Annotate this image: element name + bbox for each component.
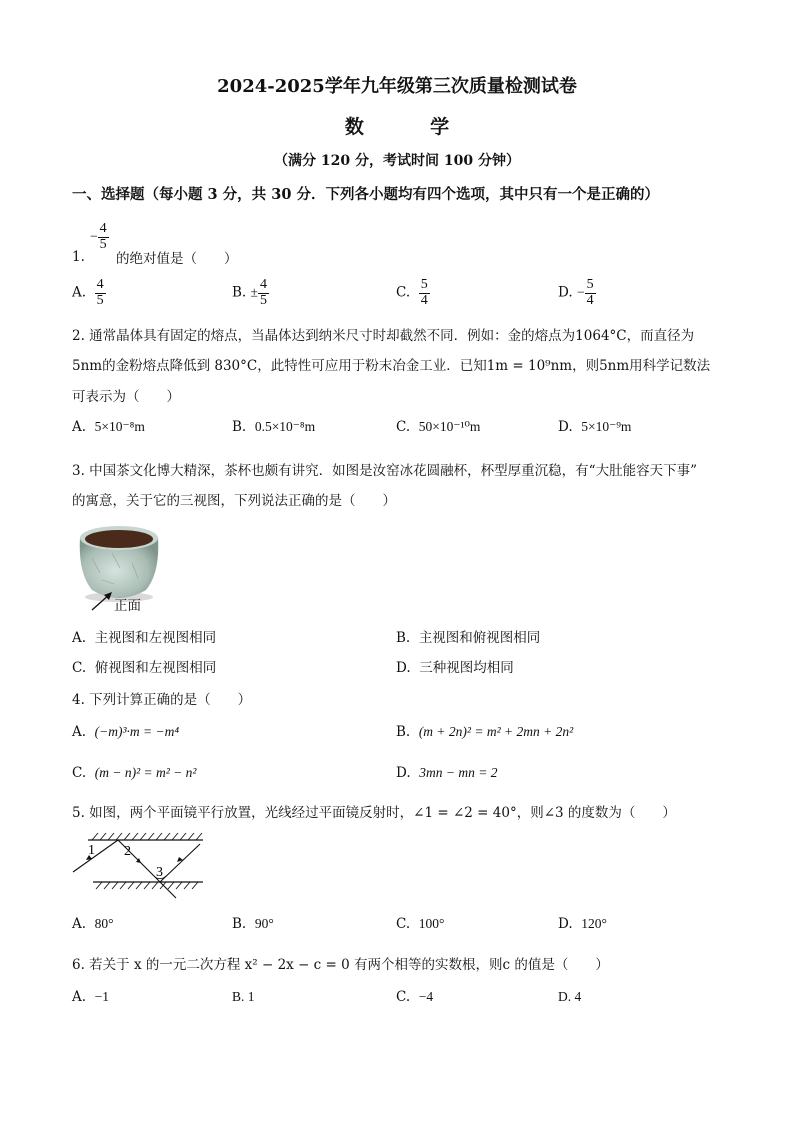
q4-option-b[interactable]: B. (m + 2n)² = m² + 2mn + 2n² xyxy=(396,724,574,740)
q3-option-c[interactable]: C. 俯视图和左视图相同 xyxy=(72,660,217,676)
q1-option-c[interactable]: C. $\frac{5}{4}$ xyxy=(396,277,428,308)
q5-option-c[interactable]: C. 100° xyxy=(396,916,445,932)
q4-option-a[interactable]: A. (−m)³·m = −m⁴ xyxy=(72,724,180,740)
q1-frac-num: 4 xyxy=(99,221,107,236)
q5-option-b[interactable]: B. 90° xyxy=(232,916,274,932)
exam-note: （满分 120 分，考试时间 100 分钟） xyxy=(274,153,520,169)
mirror-diagram xyxy=(68,830,218,902)
q4-option-c[interactable]: C. (m − n)² = m² − n² xyxy=(72,765,197,781)
q1-option-a[interactable]: A. $\frac{4}{5}$ xyxy=(72,277,104,308)
subject-title: 数 学 xyxy=(344,116,450,138)
q6-option-a[interactable]: A. −1 xyxy=(72,989,110,1005)
q2-option-c[interactable]: C. 50×10⁻¹⁰m xyxy=(396,419,481,435)
front-arrow-icon xyxy=(90,590,116,612)
q5-option-a[interactable]: A. 80° xyxy=(72,916,114,932)
q3-option-b[interactable]: B. 主视图和俯视图相同 xyxy=(396,630,541,646)
q1-number: 1. xyxy=(72,249,85,265)
q2-line2: 5nm的金粉熔点降低到 830°C，此特性可应用于粉末冶金工业．已知1m = 10⁹nm，则5nm用科学记数法 xyxy=(72,358,711,374)
q2-option-a[interactable]: A. 5×10⁻⁸m xyxy=(72,419,145,435)
q2-line3: 可表示为（ ） xyxy=(72,389,180,405)
q6-option-b[interactable]: B. 1 xyxy=(232,989,255,1004)
section-heading: 一、选择题（每小题 3 分，共 30 分．下列各小题均有四个选项，其中只有一个是正确的） xyxy=(72,186,659,203)
q6-option-c[interactable]: C. −4 xyxy=(396,989,434,1005)
q2-line1: 2. 通常晶体具有固定的熔点，当晶体达到纳米尺寸时却截然不同．例如：金的熔点为1064°C，而直径为 xyxy=(72,328,695,344)
q3-option-a[interactable]: A. 主视图和左视图相同 xyxy=(72,630,217,646)
q1-option-b[interactable]: B. ± $\frac{4}{5}$ xyxy=(232,277,267,308)
q3-line2: 的寓意，关于它的三视图，下列说法正确的是（ ） xyxy=(72,493,396,509)
q1-frac-den: 5 xyxy=(99,236,107,252)
q5-stem: 5. 如图，两个平面镜平行放置，光线经过平面镜反射时，∠1 = ∠2 = 40°，则∠3 的度数为（ ） xyxy=(72,805,676,821)
q4-stem: 4. 下列计算正确的是（ ） xyxy=(72,692,252,708)
q3-line1: 3. 中国茶文化博大精深，茶杯也颇有讲究．如图是汝窑冰花圆融杯，杯型厚重沉稳，有“大肚能容天下事” xyxy=(72,463,697,479)
q3-option-d[interactable]: D. 三种视图均相同 xyxy=(396,660,514,676)
q6-stem: 6. 若关于 x 的一元二次方程 x² − 2x − c = 0 有两个相等的实数根，则c 的值是（ ） xyxy=(72,957,609,973)
q5-option-d[interactable]: D. 120° xyxy=(558,916,607,932)
angle-1-label: 1 xyxy=(88,843,95,858)
q1-option-d[interactable]: D. − $\frac{5}{4}$ xyxy=(558,277,594,308)
q6-option-d[interactable]: D. 4 xyxy=(558,989,582,1004)
q4-option-d[interactable]: D. 3mn − mn = 2 xyxy=(396,765,498,781)
q2-option-d[interactable]: D. 5×10⁻⁹m xyxy=(558,419,632,435)
q3-image-label: 正面 xyxy=(114,598,141,614)
angle-2-label: 2 xyxy=(124,844,131,859)
q1-text: 的绝对值是（ ） xyxy=(116,251,238,267)
q2-option-b[interactable]: B. 0.5×10⁻⁸m xyxy=(232,419,316,435)
exam-title: 2024-2025学年九年级第三次质量检测试卷 xyxy=(217,76,577,97)
q1-fraction xyxy=(90,222,109,252)
q1-minus: − xyxy=(90,228,98,244)
angle-3-label: 3 xyxy=(156,865,163,880)
